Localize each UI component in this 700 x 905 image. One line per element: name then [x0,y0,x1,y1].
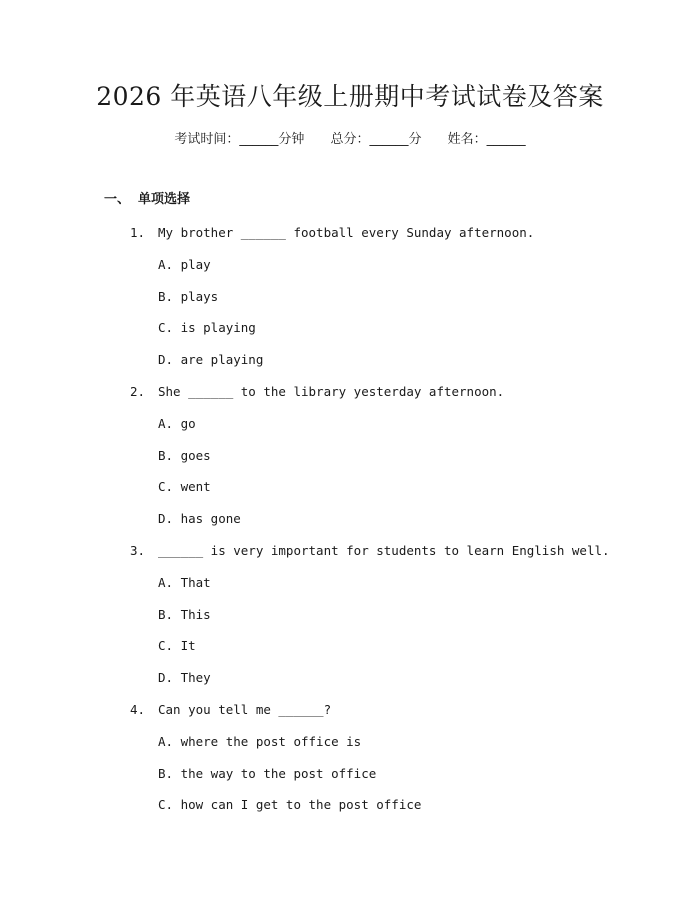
question-1 [0,224,700,256]
total-score-field: 总分：______分 [330,132,422,147]
option-text: D. has gone [158,511,241,527]
name-field: 姓名：______ [447,132,526,147]
question-1-option-d [0,351,700,383]
question-2-option-d [0,510,700,542]
section-title: 单项选择 [138,192,191,207]
question-text: ______ is very important for students to learn English well. [158,542,610,558]
question-2-option-b [0,447,700,479]
option-text: B. plays [158,288,219,304]
option-text: C. is playing [158,320,256,336]
option-text: A. play [158,256,211,272]
option-text: B. goes [158,447,211,463]
question-number: 2. [130,383,146,399]
option-text: B. This [158,606,211,622]
option-text: B. the way to the post office [158,765,377,781]
question-2 [0,383,700,415]
question-text: She ______ to the library yesterday afternoon. [158,383,505,399]
question-text: Can you tell me ______? [158,701,332,717]
question-1-option-b [0,288,700,320]
option-text: A. go [158,415,196,431]
option-text: C. went [158,479,211,495]
question-1-option-a [0,256,700,288]
option-text: A. That [158,574,211,590]
question-3-option-a [0,574,700,606]
question-3-option-b [0,606,700,638]
question-text: My brother ______ football every Sunday afternoon. [158,225,535,240]
page-title: 2026 年英语八年级上册期中考试试卷及答案 [96,82,604,111]
question-3 [0,542,700,574]
option-text: D. are playing [158,352,264,368]
question-2-option-a [0,415,700,447]
option-text: C. how can I get to the post office [158,797,422,813]
section-heading [104,191,190,209]
question-list [0,224,700,828]
question-3-option-c [0,637,700,669]
question-3-option-d [0,669,700,701]
option-text: A. where the post office is [158,733,362,749]
question-2-option-c [0,478,700,510]
question-number: 4. [130,701,146,717]
question-number: 1. [130,225,146,240]
section-number: 一、 [104,192,131,207]
question-4-option-c [0,796,700,828]
question-1-option-c [0,319,700,351]
exam-time-field: 考试时间：______分钟 [174,132,305,147]
question-4-option-b [0,765,700,797]
option-text: D. They [158,670,211,686]
question-4-option-a [0,733,700,765]
option-text: C. It [158,638,196,654]
question-4 [0,701,700,733]
exam-info-line [0,131,700,149]
question-number: 3. [130,542,146,558]
